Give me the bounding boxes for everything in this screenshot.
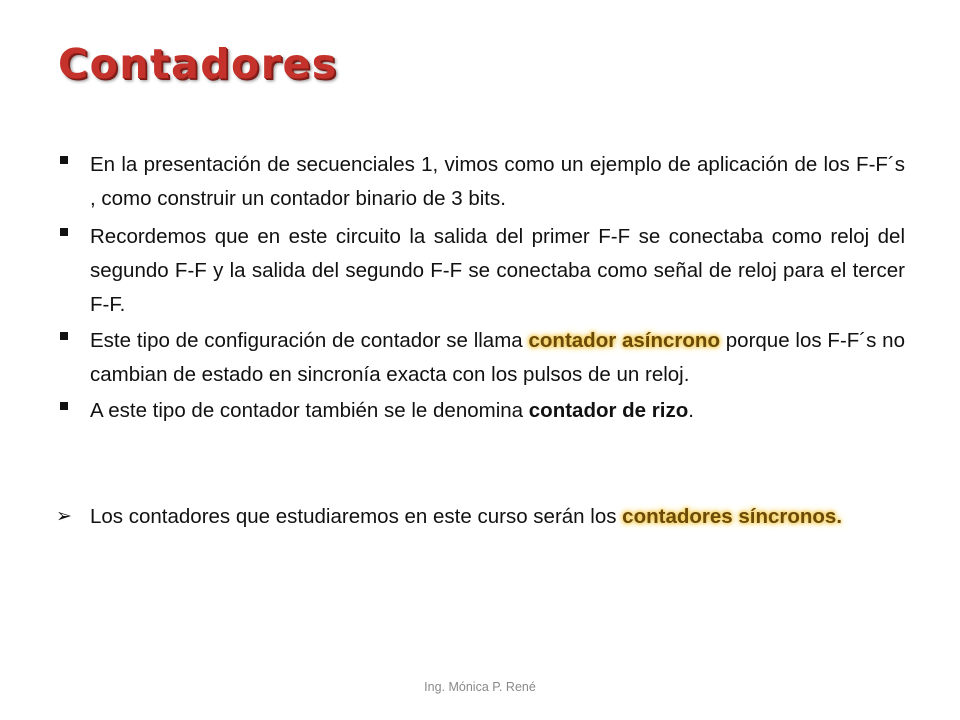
bullet-text-before: Este tipo de configuración de contador se llama [90, 329, 529, 352]
slide-footer: Ing. Mónica P. René [424, 680, 536, 694]
bullet-text-before: Los contadores que estudiaremos en este curso serán los [90, 505, 623, 528]
bullet-item [60, 324, 905, 392]
bullet-item [60, 394, 905, 428]
slide-title: Contadores [58, 40, 338, 88]
bullet-item [60, 148, 905, 216]
bullet-text: En la presentación de secuenciales 1, vimos como un ejemplo de aplicación de los F-F´s , como construir un contador binario de 3 bits. [90, 153, 905, 210]
square-bullet-icon [60, 402, 68, 410]
bullet-item [60, 220, 905, 322]
bullet-text-before: A este tipo de contador también se le denomina [90, 399, 529, 422]
square-bullet-icon [60, 156, 68, 164]
highlighted-term: contadores síncronos. [622, 505, 843, 528]
highlighted-term: contador asíncrono [528, 329, 720, 352]
bold-term: contador de rizo [528, 399, 689, 422]
bullet-item [56, 500, 905, 534]
bullet-text-after: porque los F-F´s no cambian de estado en sincronía exacta con los pulsos de un reloj. [90, 329, 905, 386]
bullet-list [56, 148, 905, 534]
bullet-text-after: . [688, 399, 694, 422]
square-bullet-icon [60, 332, 68, 340]
square-bullet-icon [60, 228, 68, 236]
arrow-bullet-icon: ➢ [56, 506, 72, 527]
bullet-text: Recordemos que en este circuito la salida del primer F-F se conectaba como reloj del segundo F-F y la salida del segundo F-F se conectaba como señal de reloj para el tercer F-F. [90, 225, 905, 316]
